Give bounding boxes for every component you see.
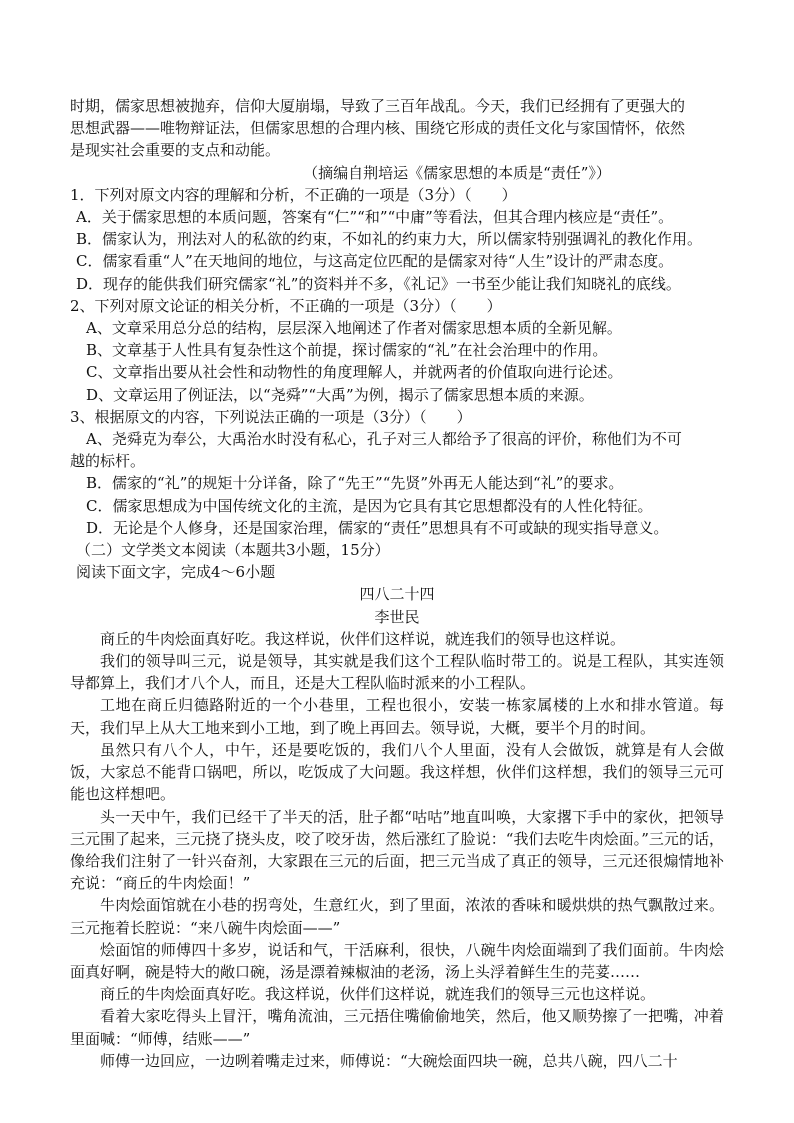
story-author: 李世民 (374, 607, 420, 626)
intro-line-3: 是现实社会重要的支点和动能。 (70, 141, 281, 160)
section-heading: （二）文学类文本阅读（本题共3小题，15分） (76, 541, 390, 560)
section-instruction: 阅读下面文字，完成4～6小题 (76, 563, 276, 582)
story-paragraph: 工地在商丘归德路附近的一个小巷里，工程也很小，安装一栋家属楼的上水和排水管道。每天，我们早上从大工地来到小工地，到了晚上再回去。领导说，大概，要半个月的时间。 (70, 696, 724, 737)
q3-option-b: B．儒家的“礼”的规矩十分详备，除了“先王”“先贤”外再无人能达到“礼”的要求。 (86, 474, 624, 493)
q2-option-b: B、文章基于人性具有复杂性这个前提，探讨儒家的“礼”在社会治理中的作用。 (86, 341, 608, 360)
q3-option-a-line2: 越的标杆。 (70, 452, 146, 471)
q2-option-c: C、文章指出要从社会性和动物性的角度理解人，并就两者的价值取向进行论述。 (86, 363, 623, 382)
story-paragraph: 师傅一边回应，一边咧着嘴走过来，师傅说：“大碗烩面四块一碗，总共八碗，四八二十 (100, 1051, 678, 1070)
q1-option-c: C．儒家看重“人”在天地间的地位，与这高定位匹配的是儒家对待“人生”设计的严肃态度。 (76, 252, 674, 271)
q1-option-d: D．现存的能供我们研究儒家“礼”的资料并不多，《礼记》一书至少能让我们知晓礼的底线。 (76, 274, 681, 293)
story-paragraph: 头一天中午，我们已经干了半天的活，肚子都“咕咕”地直叫唤，大家撂下手中的家伙，把领导三元围了起来，三元挠了挠头皮，咬了咬牙齿，然后涨红了脸说：“我们去吃牛肉烩面。”三元的话，像给我们注射了一针兴奋剂，大家跟在三元的后面，把三元当成了真正的领导，三元还很煽情地补充说：“商丘的牛肉烩面！” (70, 807, 724, 893)
story-paragraph: 虽然只有八个人，中午，还是要吃饭的，我们八个人里面，没有人会做饭，就算是有人会做饭，大家总不能背口锅吧，所以，吃饭成了大问题。我这样想，伙伴们这样想，我们的领导三元可能也这样想吧。 (70, 740, 724, 804)
q3-option-d: D．无论是个人修身，还是国家治理，儒家的“责任”思想具有不可或缺的现实指导意义。 (86, 518, 669, 537)
intro-line-1: 时期，儒家思想被抛弃，信仰大厦崩塌，导致了三百年战乱。今天，我们已经拥有了更强大的 (70, 97, 686, 115)
q3-stem: 3、根据原文的内容，下列说法正确的一项是（3分）（ ） (70, 407, 472, 426)
q1-option-b: B．儒家认为，刑法对人的私欲的约束，不如礼的约束力大，所以儒家特别强调礼的教化作用。 (76, 230, 703, 249)
story-paragraph: 看着大家吃得头上冒汗，嘴角流油，三元捂住嘴偷偷地笑，然后，他又顺势擦了一把嘴，冲着里面喊：“师傅，结账——” (70, 1007, 724, 1048)
q2-option-d: D、文章运用了例证法，以“尧舜”“大禹”为例，揭示了儒家思想本质的来源。 (86, 385, 594, 404)
story-paragraph: 牛肉烩面馆就在小巷的拐弯处，生意红火，到了里面，浓浓的香味和暖烘烘的热气飘散过来。三元拖着长腔说：“来八碗牛肉烩面——” (70, 896, 724, 937)
intro-line-2: 思想武器——唯物辩证法，但儒家思想的合理内核、围绕它形成的责任文化与家国情怀，依然 (70, 119, 686, 138)
story-title: 四八二十四 (359, 585, 435, 604)
story-paragraph: 商丘的牛肉烩面真好吃。我这样说，伙伴们这样说，就连我们的领导也这样说。 (100, 629, 626, 648)
q2-stem: 2、下列对原文论证的相关分析，不正确的一项是（3分）（ ） (70, 296, 502, 315)
story-paragraph: 商丘的牛肉烩面真好吃。我这样说，伙伴们这样说，就连我们的领导三元也这样说。 (100, 985, 656, 1004)
story-paragraph: 我们的领导叫三元，说是领导，其实就是我们这个工程队临时带工的。说是工程队，其实连领导都算上，我们才八个人，而且，还是大工程队临时派来的小工程队。 (70, 652, 724, 693)
q2-option-a: A、文章采用总分总的结构，层层深入地阐述了作者对儒家思想本质的全新见解。 (86, 319, 622, 338)
q1-option-a: A．关于儒家思想的本质问题，答案有“仁”“和”“中庸”等看法，但其合理内核应是“责任”。 (76, 208, 674, 227)
story-paragraph: 烩面馆的师傅四十多岁，说话和气，干活麻利，很快，八碗牛肉烩面端到了我们面前。牛肉烩面真好啊，碗是特大的敞口碗，汤是漂着辣椒油的老汤，汤上头浮着鲜生生的芫荽…… (70, 940, 724, 981)
source-citation: （摘编自荆培运《儒家思想的本质是“责任”》） (303, 163, 611, 182)
q3-option-a-line1: A、尧舜克为奉公，大禹治水时没有私心，孔子对三人都给予了很高的评价，称他们为不可 (86, 430, 682, 449)
q3-option-c: C．儒家思想成为中国传统文化的主流，是因为它具有其它思想都没有的人性化特征。 (86, 496, 653, 515)
q1-stem: 1．下列对原文内容的理解和分析，不正确的一项是（3分）（ ） (70, 185, 517, 204)
